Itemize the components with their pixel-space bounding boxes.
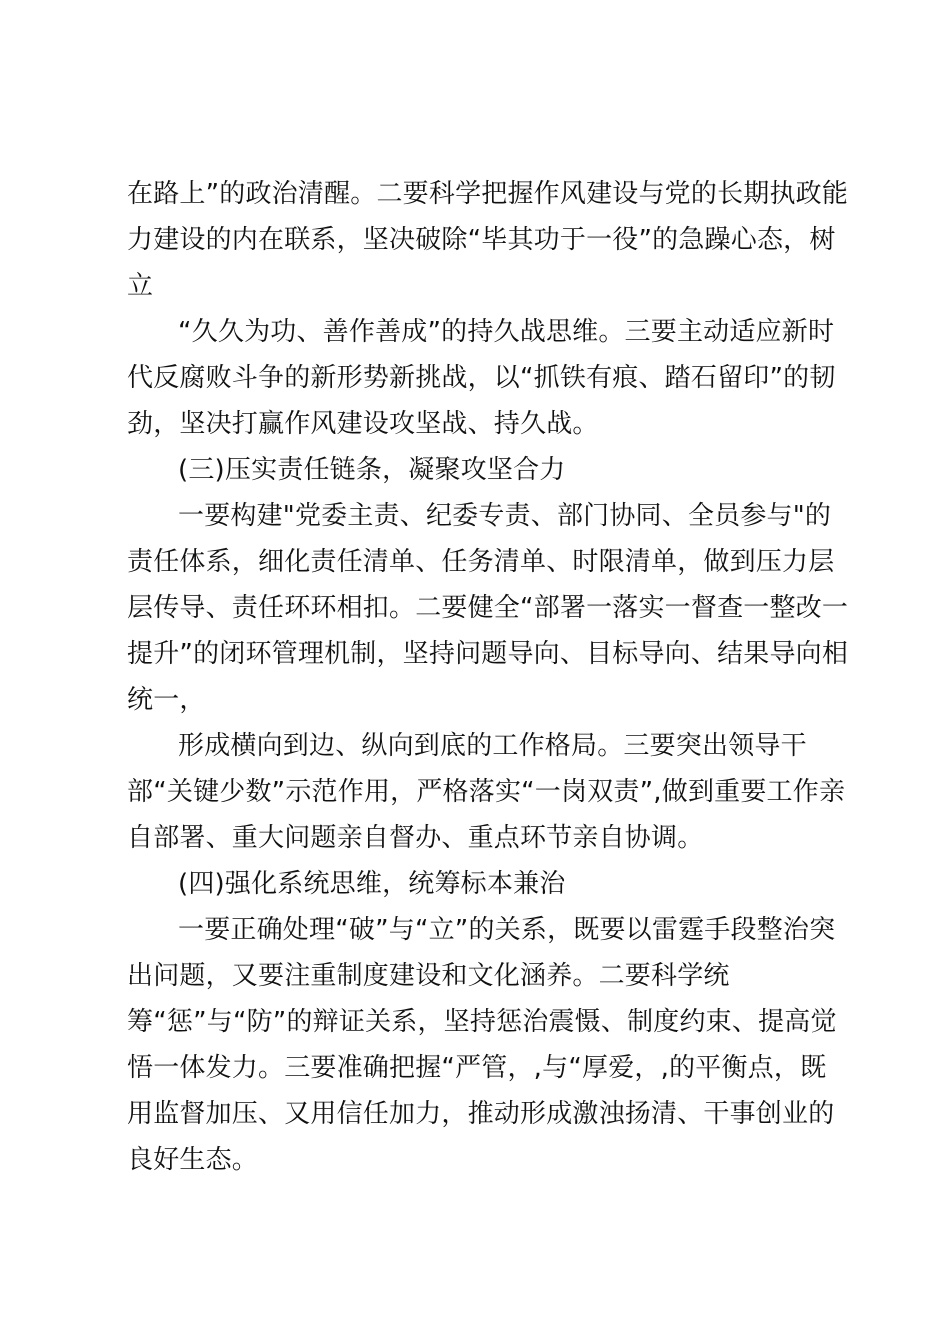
text-line: 用监督加压、又用信任加力，推动形成激浊扬清、干事创业的 [127,1099,835,1129]
text-line: 一要构建"党委主责、纪委专责、部门协同、全员参与"的 [178,501,832,531]
text-line: 层传导、责任环环相扣。二要健全“部署一落实一督查一整改一 [127,593,849,623]
text-line: 筹“惩”与“防”的辩证关系，坚持惩治震慑、制度约束、提高觉 [127,1007,837,1037]
text-line: 部“关键少数”示范作用，严格落实“一岗双责”,做到重要工作亲 [127,777,846,807]
text-line: 劲，坚决打赢作风建设攻坚战、持久战。 [127,409,599,439]
text-line: 良好生态。 [127,1145,259,1175]
text-line: 立 [127,271,154,301]
text-line: 责任体系，细化责任清单、任务清单、时限清单，做到压力层 [127,547,835,577]
text-line: 统一， [127,685,206,715]
section-heading: (四)强化系统思维，统筹标本兼治 [178,869,566,899]
text-line: 提升”的闭环管理机制，坚持问题导向、目标导向、结果导向相 [127,639,849,669]
text-line: 代反腐败斗争的新形势新挑战，以“抓铁有痕、踏石留印”的韧 [127,363,836,393]
text-line: 力建设的内在联系，坚决破除“毕其功于一役”的急躁心态，树 [127,225,836,255]
text-line: 出问题，又要注重制度建设和文化涵养。二要科学统 [127,961,730,991]
text-line: 一要正确处理“破”与“立”的关系，既要以雷霆手段整治突 [178,915,836,945]
text-line: 自部署、重大问题亲自督办、重点环节亲自协调。 [127,823,704,853]
text-line: “久久为功、善作善成”的持久战思维。三要主动适应新时 [178,317,835,347]
text-line: 在路上”的政治清醒。二要科学把握作风建设与党的长期执政能 [127,179,849,209]
text-line: 形成横向到边、纵向到底的工作格局。三要突出领导干 [178,731,807,761]
section-heading: (三)压实责任链条，凝聚攻坚合力 [178,455,566,485]
text-line: 悟一体发力。三要准确把握“严管，,与“厚爱，,的平衡点，既 [127,1053,827,1083]
